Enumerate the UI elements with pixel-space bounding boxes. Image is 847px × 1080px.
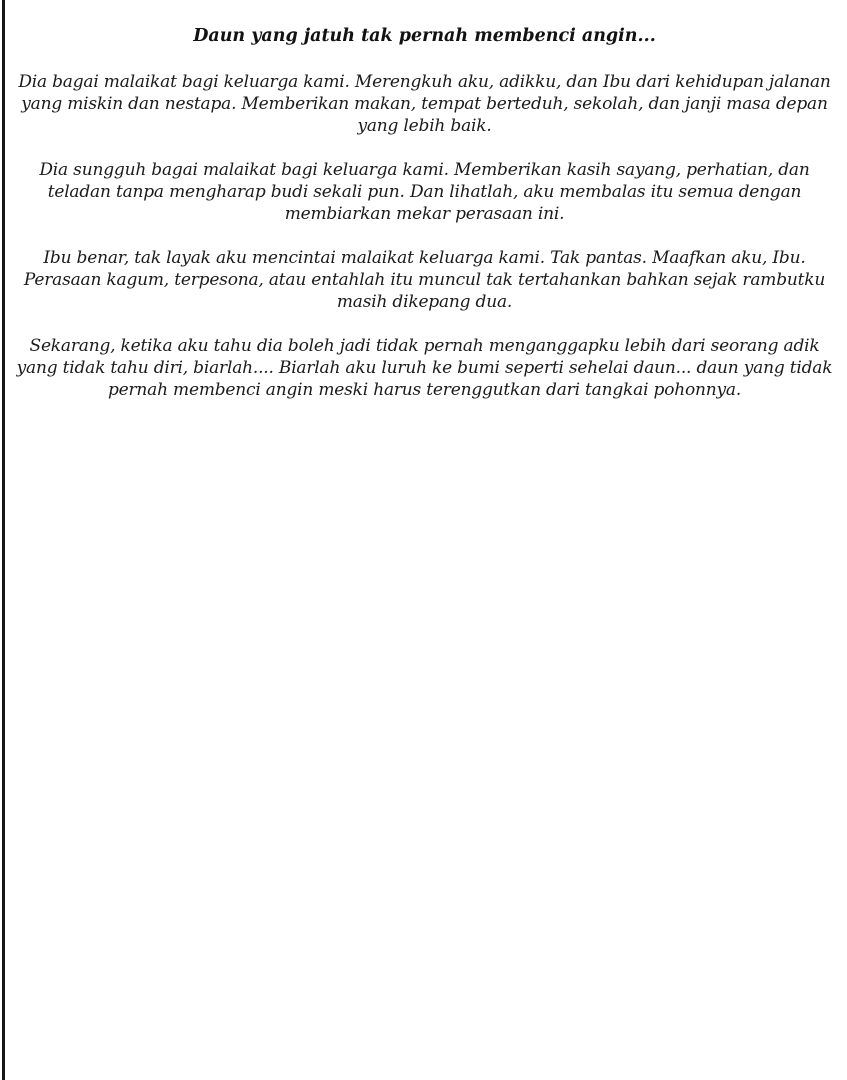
page-title: Daun yang jatuh tak pernah membenci angin... (193, 26, 656, 46)
paragraph-3: Ibu benar, tak layak aku mencintai malaikat keluarga kami. Tak pantas. Maafkan aku, Ibu. Perasaan kagum, terpesona, atau entahlah itu muncul tak tertahankan bahkan sejak rambutku masih dikepang dua. (23, 248, 826, 312)
paragraph-2: Dia sungguh bagai malaikat bagi keluarga kami. Memberikan kasih sayang, perhatian, dan teladan tanpa mengharap budi sekali pun. Dan lihatlah, aku membalas itu semua dengan membiarkan mekar perasaan ini. (39, 160, 810, 224)
paragraph-1: Dia bagai malaikat bagi keluarga kami. Merengkuh aku, adikku, dan Ibu dari kehidupan jalanan yang miskin dan nestapa. Memberikan makan, tempat berteduh, sekolah, dan janji masa depan yang lebih baik. (18, 72, 831, 136)
page-content (0, 0, 847, 423)
paragraph-4: Sekarang, ketika aku tahu dia boleh jadi tidak pernah menganggapku lebih dari seorang adik yang tidak tahu diri, biarlah.... Biarlah aku luruh ke bumi seperti sehelai daun... daun yang tidak pernah membenci angin meski harus terenggutkan dari tangkai pohonnya. (16, 336, 833, 400)
